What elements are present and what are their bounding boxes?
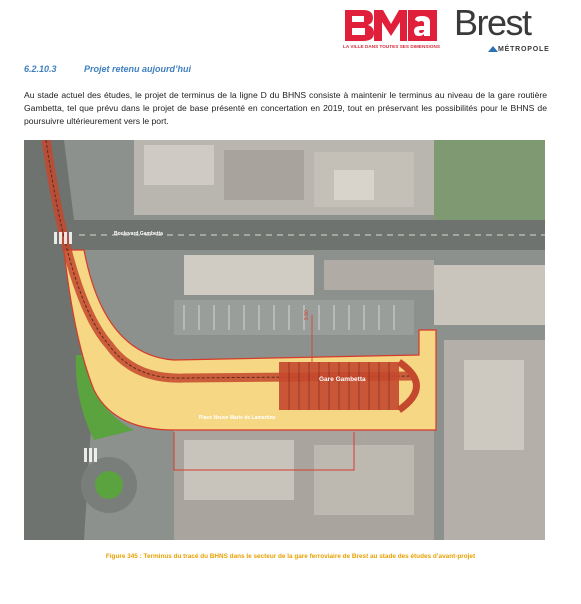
brest-logo-subtitle: MÉTROPOLE	[498, 46, 550, 53]
bma-tagline: LA VILLE DANS TOUTES SES DIMENSIONS	[343, 44, 440, 49]
brest-logo-word: Brest	[454, 2, 531, 43]
figure-caption: Figure 345 : Terminus du tracé du BHNS dans le secteur de la gare ferroviaire de Brest au stade des études d’avant-projet	[105, 553, 476, 560]
bma-logo-mark	[343, 8, 439, 42]
terminus-plan-map	[24, 140, 545, 540]
body-paragraph: Au stade actuel des études, le projet de terminus de la ligne D du BHNS consiste à maintenir le terminus au niveau de la gare routière Gambetta, tel que prévu dans le projet de base présenté en concertation en 2019, tout en préservant les possibilités pour le BHNS de poursuivre ultérieurement vers le port.	[24, 90, 547, 126]
map-label-dimension: 9.90	[304, 310, 310, 320]
map-label-place: Place Neuve Marie de Lamartine	[199, 415, 276, 421]
map-label-station: Gare Gambetta	[319, 376, 366, 383]
brest-metropole-logo	[454, 2, 554, 56]
map-drawing	[24, 140, 545, 540]
section-number: 6.2.10.3	[24, 64, 57, 74]
section-title: Projet retenu aujourd’hui	[84, 64, 192, 74]
map-label-boulevard: Boulevard Gambetta	[114, 231, 163, 237]
brest-logo-triangle-icon	[488, 46, 498, 52]
bma-logo	[343, 8, 439, 52]
